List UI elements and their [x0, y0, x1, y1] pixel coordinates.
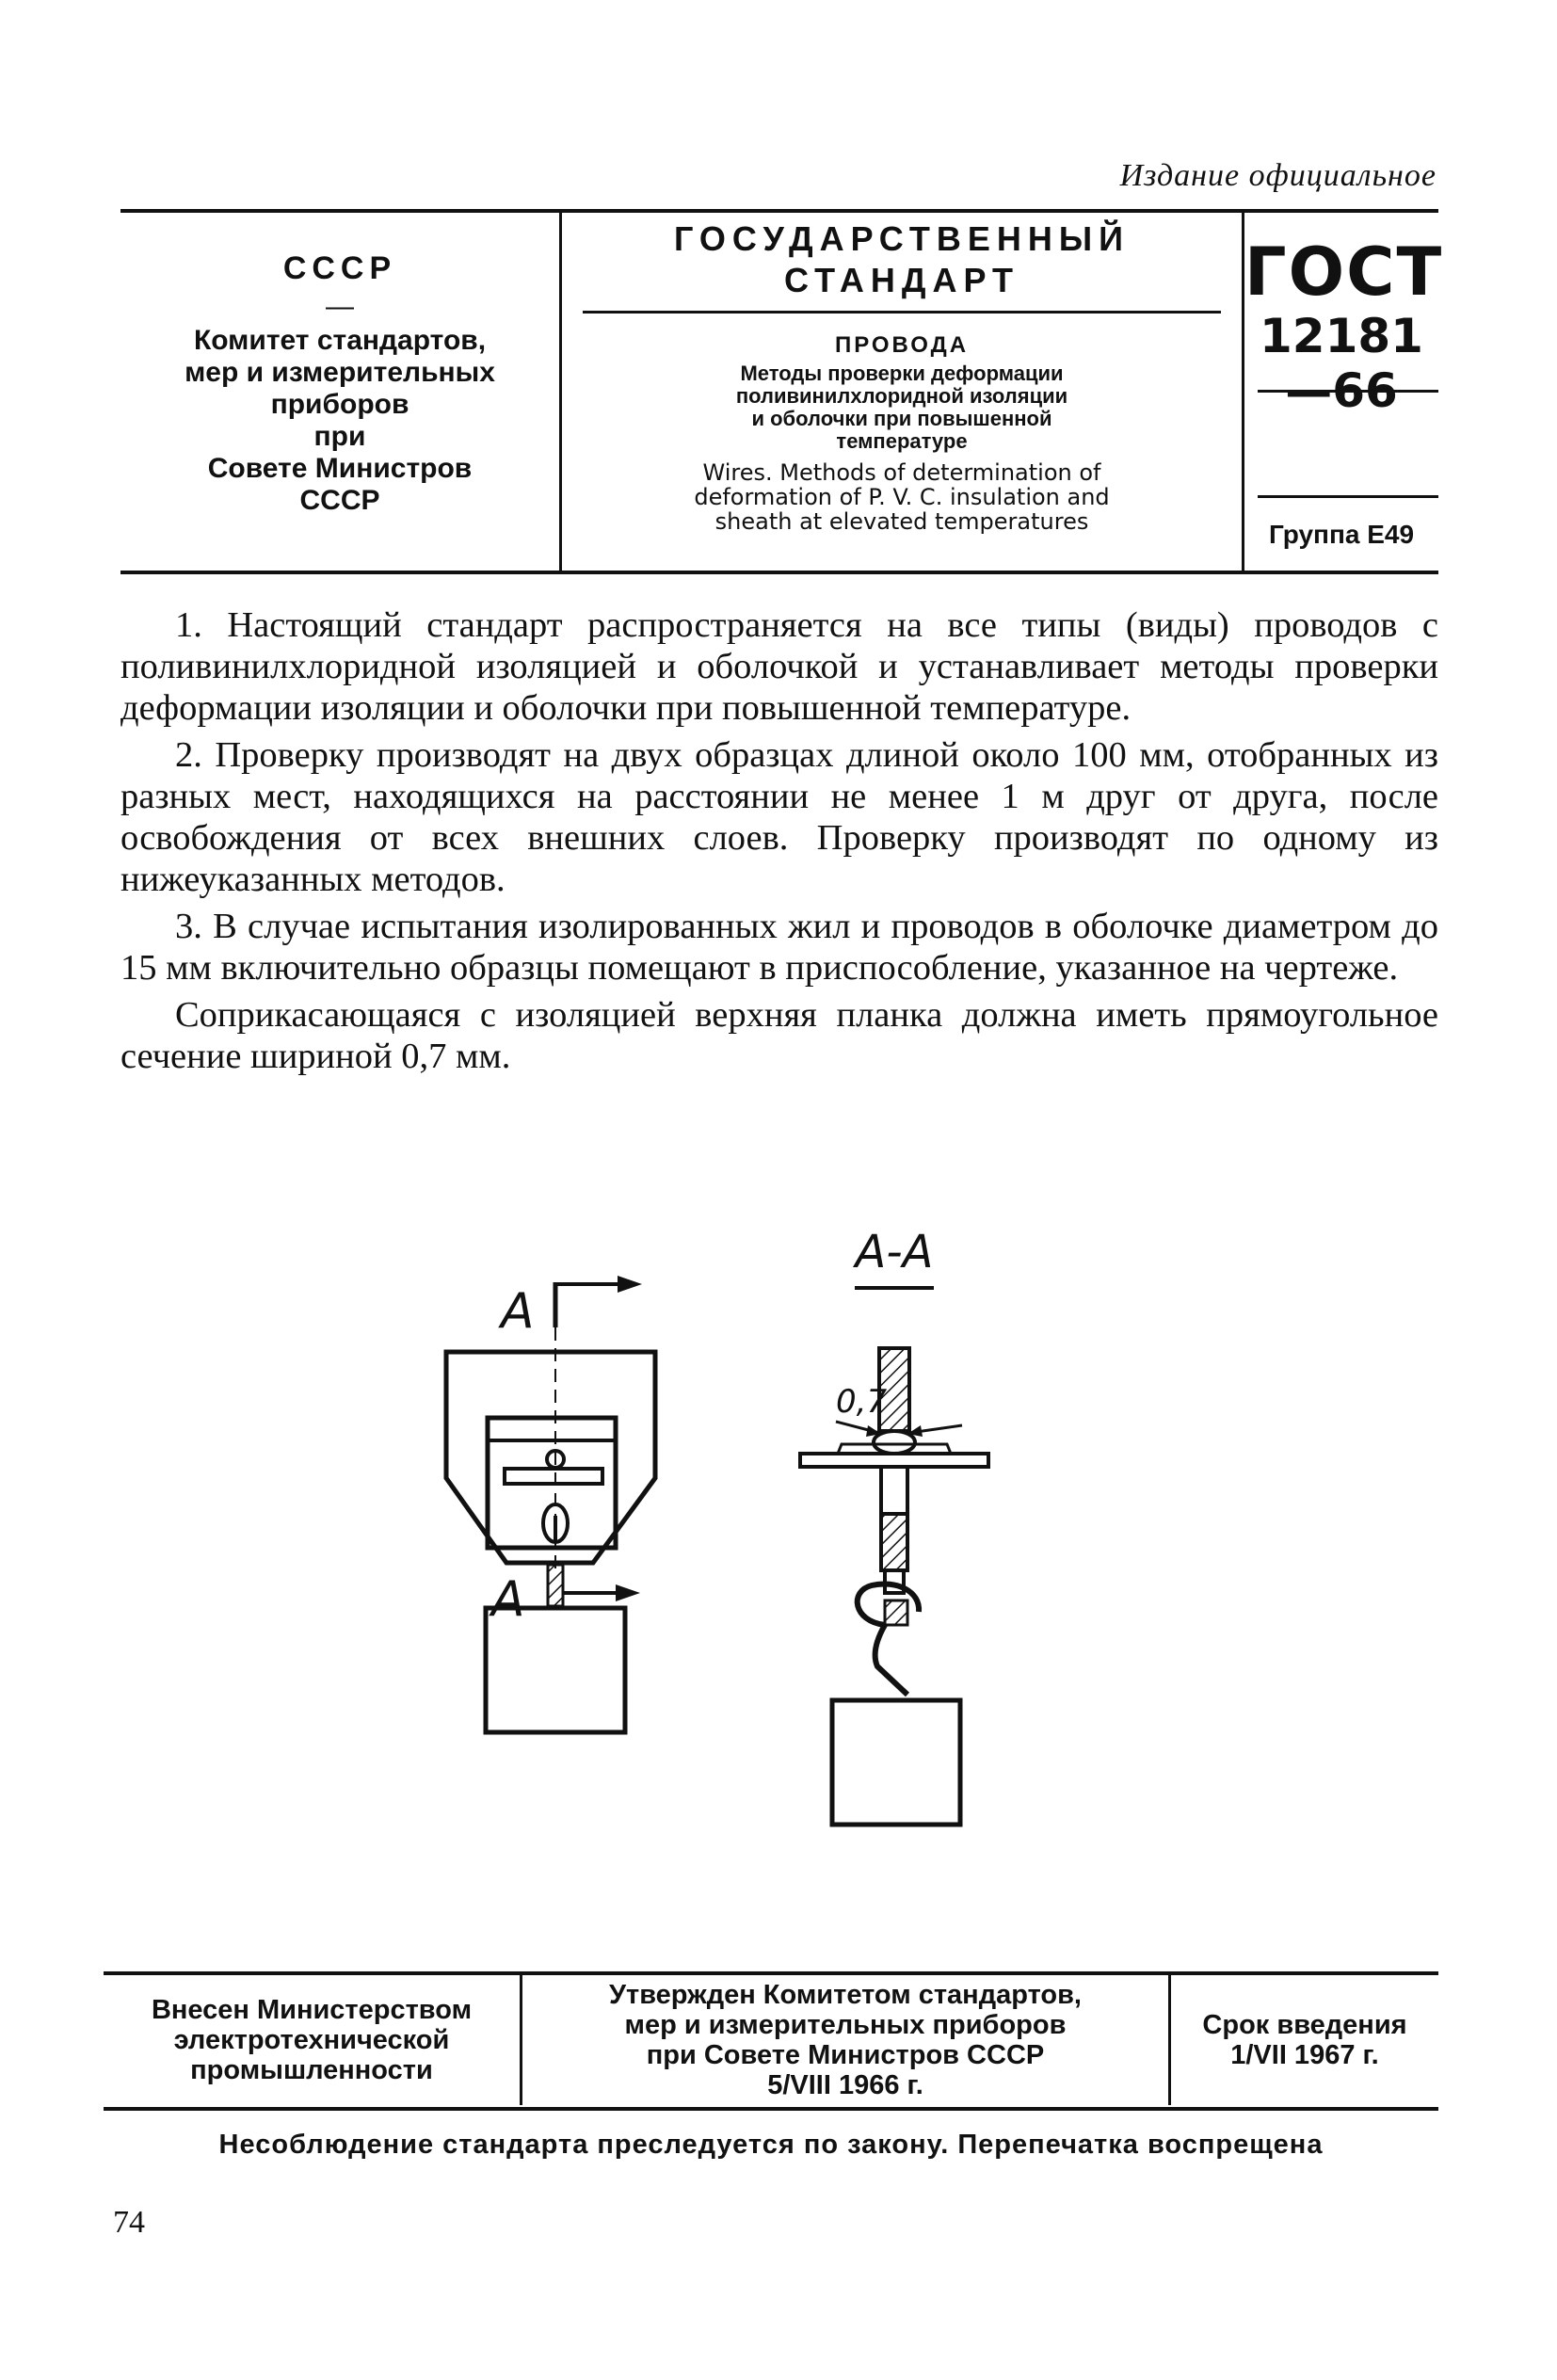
standard-header — [120, 213, 1444, 571]
rod — [548, 1565, 563, 1606]
approval-table — [104, 1975, 1438, 2105]
copyright-warning: Несоблюдение стандарта преследуется по закону. Перепечатка воспрещена — [218, 2130, 1324, 2160]
footer-bottom-rule — [104, 2107, 1438, 2111]
section-view — [800, 1226, 988, 1825]
section-mark-top: А — [501, 1283, 535, 1340]
effective-date: Срок введения 1/VII 1967 г. — [1202, 2010, 1407, 2070]
base-plate — [800, 1454, 988, 1467]
rod-hatched — [881, 1514, 907, 1570]
standard-title: ПРОВОДА — [834, 332, 970, 358]
fixture-body — [446, 1352, 655, 1563]
paragraph-2: 2. Проверку производят на двух образцах длиной около 100 мм, отобранных из разных мест, находящихся на расстоянии не менее 1 м друг от друга, после освобождения от всех внешних слоев. Проверку производят по одному из нижеуказанных методов. — [120, 735, 1438, 899]
standard-body — [120, 604, 1438, 1083]
section-mark-bottom: А — [491, 1571, 525, 1628]
approved-by: Утвержден Комитетом стандартов, мер и измерительных приборов при Совете Министров СССР 5/VIII 1966 г. — [520, 1975, 1171, 2105]
issuing-body-column — [120, 213, 559, 571]
subtitle-english: Wires. Methods of determination of deformation of P. V. C. insulation and sheath at elevated temperatures — [694, 459, 1110, 535]
gost-divider-2 — [1258, 495, 1438, 498]
standard-title-column — [559, 213, 1244, 571]
gost-number: 12181—66 — [1260, 309, 1423, 418]
group-label: Группа Е49 — [1268, 520, 1415, 549]
paragraph-1: 1. Настоящий стандарт распространяется на все типы (виды) проводов с поливинилхлоридной изоляцией и оболочкой и устанавливает методы проверки деформации изоляции и оболочки при повышенной температуре. — [120, 605, 1438, 728]
introduced-by: Внесен Министерством электротехнической промышленности — [151, 1995, 473, 2085]
gost-label: ГОСТ — [1244, 233, 1444, 311]
dash-separator: — — [326, 291, 354, 322]
country-label: СССР — [282, 250, 397, 286]
edition-label: Издание официальное — [1119, 158, 1437, 193]
test-fixture-drawing — [442, 1224, 1120, 1921]
specimen-wire — [874, 1431, 915, 1454]
subtitle-russian: Методы проверки деформации поливинилхлоридной изоляции и оболочки при повышенной температуре — [735, 362, 1068, 453]
dimension-label: 0,7 — [836, 1383, 888, 1421]
front-view — [446, 1276, 655, 1732]
rod-upper — [881, 1467, 907, 1514]
committee-name: Комитет стандартов, мер и измерительных приборов при Совете Министров СССР — [185, 325, 495, 516]
lower-plate — [505, 1469, 602, 1484]
page-number: 74 — [113, 2205, 145, 2240]
upper-plate — [488, 1418, 616, 1440]
weight-block-section — [832, 1700, 960, 1825]
paragraph-4: Соприкасающаяся с изоляцией верхняя планка должна иметь прямоугольное сечение шириной 0,7 мм. — [120, 995, 1438, 1076]
section-title: А-А — [855, 1226, 934, 1278]
standard-type: ГОСУДАРСТВЕННЫЙ СТАНДАРТ — [673, 219, 1130, 299]
paragraph-3: 3. В случае испытания изолированных жил и проводов в оболочке диаметром до 15 мм включительно образцы помещают в приспособление, указанное на чертеже. — [120, 907, 1438, 988]
header-bottom-rule — [120, 571, 1438, 574]
gost-number-column — [1244, 213, 1444, 571]
title-divider — [583, 311, 1221, 314]
gost-divider-1 — [1258, 390, 1438, 393]
